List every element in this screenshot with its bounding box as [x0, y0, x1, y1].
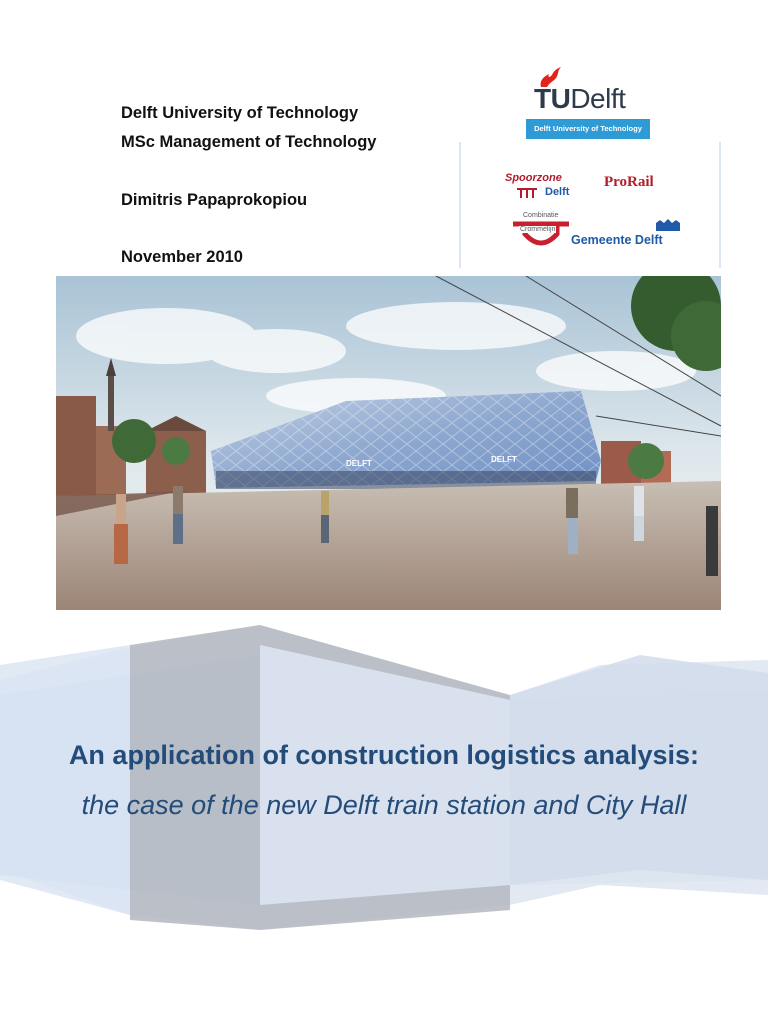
prorail-logo: ProRail: [604, 174, 654, 190]
cover-image: [56, 276, 721, 610]
combinatie-u-icon: [511, 220, 571, 250]
title-main: An application of construction logistics analysis:: [68, 740, 700, 770]
tudelft-name: Delft: [570, 83, 626, 114]
tudelft-caption: Delft University of Technology: [526, 119, 650, 139]
date: November 2010: [121, 248, 243, 266]
spoorzone-mark-icon: [515, 186, 541, 200]
university-name: Delft University of Technology: [121, 104, 359, 122]
spoorzone-logo: Spoorzone Delft: [505, 172, 570, 198]
combinatie-logo: Combinatie Crommelijn: [511, 212, 571, 252]
tudelft-logo: [526, 66, 650, 140]
gemeente-crown-icon: [655, 218, 681, 232]
station-sign-right: DELFT: [491, 455, 517, 464]
gemeente-delft-logo: Gemeente Delft: [571, 218, 681, 252]
tudelft-mark: TU: [534, 83, 571, 114]
partner-logos-panel: [459, 142, 721, 268]
title-sub: the case of the new Delft train station and City Hall: [81, 790, 687, 820]
program-name: MSc Management of Technology: [121, 133, 377, 151]
station-sign-left: DELFT: [346, 459, 372, 468]
plaza: [56, 481, 721, 610]
decorative-band: [0, 625, 768, 935]
author-name: Dimitris Papaprokopiou: [121, 191, 308, 209]
